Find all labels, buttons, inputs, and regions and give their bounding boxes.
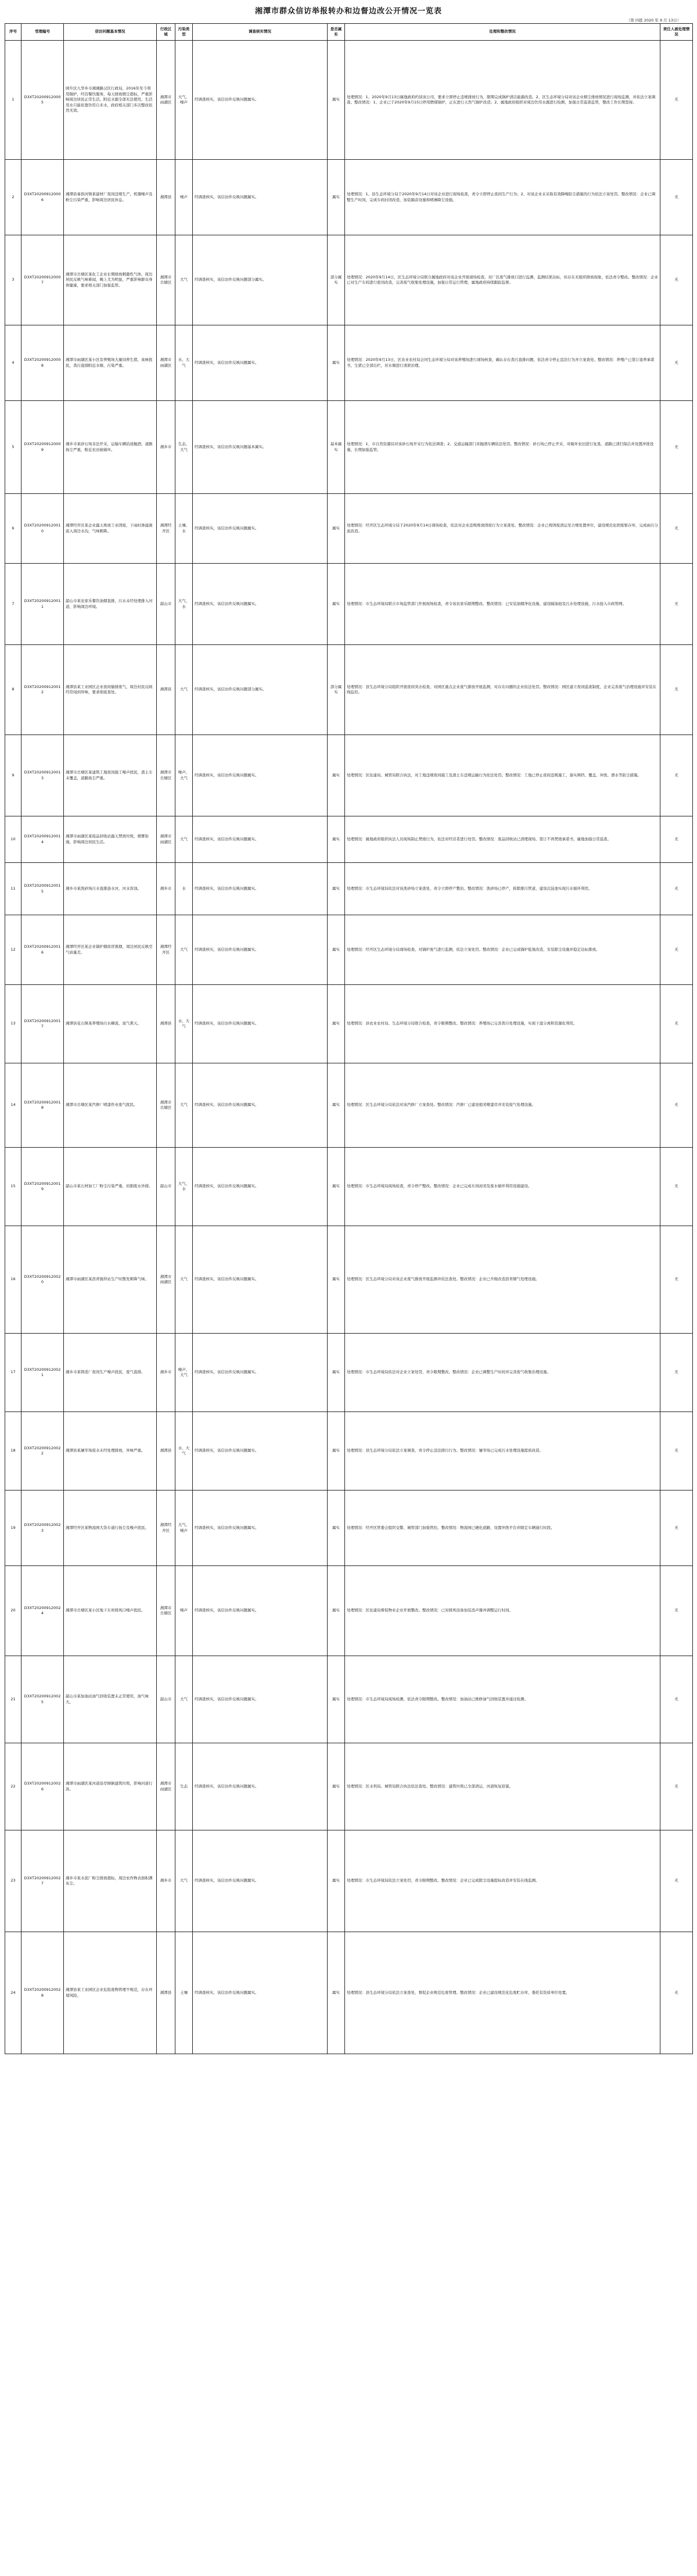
row-type: 土壤、水 [175, 494, 193, 564]
row-number: 1 [5, 41, 21, 160]
row-verify: 经调查核实，该信访件反映问题属实。 [193, 1334, 328, 1412]
row-type: 噪声 [175, 160, 193, 235]
row-number: 15 [5, 1148, 21, 1226]
row-id: D3XT202009120012 [21, 645, 64, 735]
row-type: 大气、水 [175, 1148, 193, 1226]
row-type: 噪声、大气 [175, 735, 193, 816]
row-number: 18 [5, 1412, 21, 1491]
row-number: 19 [5, 1491, 21, 1566]
table-row [5, 1334, 693, 1412]
row-district: 湘潭市雨湖区 [157, 325, 175, 401]
row-type: 大气 [175, 1226, 193, 1334]
row-number: 10 [5, 816, 21, 863]
row-person: 无 [660, 1566, 693, 1656]
row-number: 13 [5, 985, 21, 1063]
row-number: 12 [5, 915, 21, 985]
table-header-row [5, 24, 693, 41]
row-district: 湘潭县 [157, 160, 175, 235]
row-measure: 处理情况：属地政府组织执法人员现场制止焚烧行为，依法对经营者进行处罚。整改情况：废品回收站已清理现场，签订不再焚烧承诺书，属地加强日常巡查。 [345, 816, 660, 863]
row-verify: 经调查核实，该信访件反映问题属实。 [193, 863, 328, 915]
row-verify: 经调查核实，该信访件反映问题属实。 [193, 41, 328, 160]
row-person: 无 [660, 1334, 693, 1412]
row-number: 21 [5, 1656, 21, 1743]
row-person: 无 [660, 915, 693, 985]
row-person: 无 [660, 401, 693, 494]
row-id: D3XT202009120027 [21, 1830, 64, 1932]
row-district: 湘潭市岳塘区 [157, 735, 175, 816]
row-real: 属实 [328, 1566, 345, 1656]
row-type: 大气、噪声 [175, 41, 193, 160]
row-type: 水、大气 [175, 985, 193, 1063]
row-type: 大气、噪声 [175, 1491, 193, 1566]
row-person: 无 [660, 1932, 693, 2054]
row-verify: 经调查核实，该信访件反映问题属实。 [193, 985, 328, 1063]
row-type: 大气 [175, 645, 193, 735]
row-id: D3XT202009120028 [21, 1932, 64, 2054]
table-row [5, 41, 693, 160]
row-district: 湘潭市雨湖区 [157, 41, 175, 160]
header-verify: 调查核实情况 [193, 24, 328, 41]
row-measure: 处理情况：区水利局、城管局联合执法依法查处。整改情况：建筑垃圾已全部清运，河道恢复原貌。 [345, 1743, 660, 1830]
row-real: 属实 [328, 494, 345, 564]
row-real: 属实 [328, 863, 345, 915]
header-person: 责任人被处理情况 [660, 24, 693, 41]
row-number: 4 [5, 325, 21, 401]
row-real: 基本属实 [328, 401, 345, 494]
row-person: 无 [660, 41, 693, 160]
row-verify: 经调查核实，该信访件反映问题属实。 [193, 1226, 328, 1334]
row-person: 无 [660, 1491, 693, 1566]
row-district: 湘潭市雨湖区 [157, 1226, 175, 1334]
row-measure: 处理情况：区住建局、城管局联合执法，对工地违规夜间施工及渣土车违规运输行为依法处罚。整改情况：工地已停止夜间违规施工，落实围挡、覆盖、冲洗、洒水等防尘措施。 [345, 735, 660, 816]
row-person: 无 [660, 645, 693, 735]
row-district: 湘潭县 [157, 1932, 175, 2054]
row-real: 属实 [328, 1932, 345, 2054]
table-row [5, 1063, 693, 1148]
row-real: 部分属实 [328, 235, 345, 325]
row-id: D3XT202009120009 [21, 401, 64, 494]
row-id: D3XT202009120026 [21, 1743, 64, 1830]
row-type: 大气 [175, 235, 193, 325]
table-row [5, 915, 693, 985]
row-measure: 处理情况：区生态环境分局依法对该汽修厂立案查处。整改情况：汽修厂已建设密闭喷漆房并安装废气处理设施。 [345, 1063, 660, 1148]
row-id: D3XT202009120013 [21, 735, 64, 816]
row-real: 属实 [328, 816, 345, 863]
row-measure: 处理情况：县农业农村局、生态环境分局联合检查，责令限期整改。整改情况：养殖场已完善粪污处理设施，实现干湿分离和资源化利用。 [345, 985, 660, 1063]
row-type: 水、大气 [175, 1412, 193, 1491]
row-measure: 处理情况：市生态环境局依法对企业立案处罚，责令限期整改。整改情况：企业已调整生产时间并完善废气收集治理设施。 [345, 1334, 660, 1412]
row-real: 属实 [328, 1830, 345, 1932]
row-person: 无 [660, 1743, 693, 1830]
complaint-table [5, 23, 693, 2054]
row-content: 湘潭市岳塘区某建筑工地夜间施工噪声扰民，渣土车未覆盖，道路扬尘严重。 [64, 735, 157, 816]
row-district: 韶山市 [157, 564, 175, 645]
row-real: 属实 [328, 41, 345, 160]
row-verify: 经调查核实，该信访件反映问题属实。 [193, 816, 328, 863]
table-row [5, 735, 693, 816]
row-district: 湘潭市岳塘区 [157, 235, 175, 325]
row-verify: 经调查核实，该信访件反映问题属实。 [193, 1491, 328, 1566]
row-verify: 经调查核实，该信访件反映问题属实。 [193, 735, 328, 816]
row-number: 16 [5, 1226, 21, 1334]
table-row [5, 1932, 693, 2054]
row-measure: 处理情况：2020年9月13日，区农业农村局会同生态环境分局对该养殖场进行现场核查，确认存在粪污直排问题，依法责令停止违法行为并立案查处。整改情况：养殖户已签订退养承诺书，生猪已全部出栏，对水塘进行清淤治理。 [345, 325, 660, 401]
row-measure: 处理情况：市生态环境局联合市场监管部门开展现场检查，责令该农家乐限期整改。整改情况：已安装油烟净化设施，建设隔油池及污水处理设施，污水接入市政管网。 [345, 564, 660, 645]
row-content: 湘潭市雨湖区某沥青搅拌站生产时散发刺鼻气味。 [64, 1226, 157, 1334]
row-id: D3XT202009120017 [21, 985, 64, 1063]
row-content: 韶山市某加油站油气回收装置未正常使用，油气味大。 [64, 1656, 157, 1743]
row-type: 噪声、大气 [175, 1334, 193, 1412]
row-measure: 处理情况：1、县生态环境分局于2020年9月14日对该企业进行现场检查，责令立即停止夜间生产行为；2、对该企业未采取有效降噪防尘措施的行为依法立案处罚。整改情况：企业已调整生产时间，完成车间封闭改造，加装隔音设施和喷淋降尘设施。 [345, 160, 660, 235]
row-number: 3 [5, 235, 21, 325]
row-number: 17 [5, 1334, 21, 1412]
row-content: 湘潭市雨湖区某河道沿岸倾倒建筑垃圾，影响河道行洪。 [64, 1743, 157, 1830]
row-person: 无 [660, 1063, 693, 1148]
table-row [5, 1656, 693, 1743]
row-content: 湘潭市雨湖区某废品回收站露天焚烧垃圾，烟雾弥漫，影响周边居民生活。 [64, 816, 157, 863]
table-row [5, 1148, 693, 1226]
row-district: 湘潭市岳塘区 [157, 1566, 175, 1656]
row-measure: 处理情况：1、2020年9月13日属地政府约谈该公司，要求立即停止违规排放行为，限期完成锅炉清洁能源改造。2、区生态环境分局对该企业烟尘排放情况进行现场监测，并依法立案调查。整改情况：1、企业已于2020年9月15日停用燃煤锅炉，正在进行天然气锅炉改造；2、属地政府组织对周边饮用水源进行检测，加强日常巡查监管，整改工作长期坚持。 [345, 41, 660, 160]
row-id: D3XT202009120018 [21, 1063, 64, 1148]
row-type: 大气 [175, 1656, 193, 1743]
row-verify: 经调查核实，该信访件反映问题属实。 [193, 1148, 328, 1226]
row-person: 无 [660, 1412, 693, 1491]
row-content: 湘乡市某铸造厂夜间生产噪声扰民，废气直排。 [64, 1334, 157, 1412]
row-number: 20 [5, 1566, 21, 1656]
row-content: 湘乡市某砂石场非法开采，运输车辆沿途抛洒，道路扬尘严重，附近农田被破坏。 [64, 401, 157, 494]
row-content: 湘潭经开区某企业锅炉烟囱冒黑烟，周边居民反映空气质量差。 [64, 915, 157, 985]
row-content: 园升区九华乡市湘湘路汉区行政局，2016年至今利用锅炉，经营餐饮服务，每天排放烟尘超标，严重影响周边居民正常生活。附近水源全部无法使用，生活用水只能依靠饮用自来水，政府相关部门多次整改依然无效。 [64, 41, 157, 160]
table-row [5, 401, 693, 494]
row-person: 无 [660, 863, 693, 915]
row-person: 无 [660, 564, 693, 645]
row-measure: 处理情况：经开区生态环境分局于2020年9月14日现场检查，依法对企业违规堆放固废行为立案查处。整改情况：企业已将固废清运至合规处置单位，建设规范化固废暂存库，完成雨污分流改造。 [345, 494, 660, 564]
table-row [5, 985, 693, 1063]
header-district: 行政区域 [157, 24, 175, 41]
table-row [5, 235, 693, 325]
row-verify: 经调查核实，该信访件反映问题属实。 [193, 1743, 328, 1830]
row-number: 9 [5, 735, 21, 816]
table-row [5, 1830, 693, 1932]
row-person: 无 [660, 1148, 693, 1226]
row-measure: 处理情况：县生态环境分局依法立案查处，督促企业规范危废管理。整改情况：企业已建设规范化危废贮存库，委托有资质单位处置。 [345, 1932, 660, 2054]
row-id: D3XT202009120007 [21, 235, 64, 325]
row-measure: 处理情况：县生态环境分局组织开展夜间突击检查，对园区重点企业废气排放开展监测，对存在问题的企业依法处罚。整改情况：园区建立夜间巡查制度，企业完善废气治理设施并安装在线监控。 [345, 645, 660, 735]
table-row [5, 160, 693, 235]
row-content: 湘潭县易俗河镇某建材厂夜间违规生产，机器噪声及粉尘污染严重，影响周边居民休息。 [64, 160, 157, 235]
row-id: D3XT202009120015 [21, 863, 64, 915]
row-real: 属实 [328, 1226, 345, 1334]
row-verify: 经调查核实，该信访件反映问题属实。 [193, 1412, 328, 1491]
row-content: 湘潭县某屠宰场废水未经处理排放，异味严重。 [64, 1412, 157, 1491]
row-number: 23 [5, 1830, 21, 1932]
row-id: D3XT202009120008 [21, 325, 64, 401]
row-number: 22 [5, 1743, 21, 1830]
row-content: 韶山市某石材加工厂粉尘污染严重，切割废水外排。 [64, 1148, 157, 1226]
row-person: 无 [660, 160, 693, 235]
row-measure: 处理情况：市生态环境局依法立案处罚，责令限期整改。整改情况：企业已完成除尘设施提标改造并安装在线监测。 [345, 1830, 660, 1932]
table-row [5, 1226, 693, 1334]
row-person: 无 [660, 1830, 693, 1932]
table-row [5, 1566, 693, 1656]
row-real: 属实 [328, 1063, 345, 1148]
table-row [5, 816, 693, 863]
row-id: D3XT202009120022 [21, 1412, 64, 1491]
row-id: D3XT202009120011 [21, 564, 64, 645]
row-verify: 经调查核实，该信访件反映问题属实。 [193, 564, 328, 645]
row-number: 6 [5, 494, 21, 564]
table-row [5, 1743, 693, 1830]
row-id: D3XT202009120005 [21, 41, 64, 160]
row-content: 湘潭市岳塘区某汽修厂喷漆作业废气扰民。 [64, 1063, 157, 1148]
table-row [5, 1491, 693, 1566]
row-verify: 经调查核实，该信访件反映问题属实。 [193, 1566, 328, 1656]
row-verify: 经调查核实，该信访件反映问题基本属实。 [193, 401, 328, 494]
row-type: 水、大气 [175, 325, 193, 401]
row-district: 韶山市 [157, 1148, 175, 1226]
row-id: D3XT202009120021 [21, 1334, 64, 1412]
row-verify: 经调查核实，该信访件反映问题属实。 [193, 1830, 328, 1932]
table-row [5, 325, 693, 401]
document-title: 湘潭市群众信访举报转办和边督边改公开情况一览表 [254, 7, 442, 16]
row-verify: 经调查核实，该信访件反映问题属实。 [193, 1656, 328, 1743]
row-verify: 经调查核实，该信访件反映问题部分属实。 [193, 235, 328, 325]
row-person: 无 [660, 1656, 693, 1743]
row-content: 湘潭经开区某物流园大货车通行扬尘及噪声扰民。 [64, 1491, 157, 1566]
row-verify: 经调查核实，该信访件反映问题部分属实。 [193, 645, 328, 735]
row-real: 属实 [328, 1491, 345, 1566]
row-content: 韶山市某农家乐餐饮油烟直排，污水未经处理排入河道，影响周边环境。 [64, 564, 157, 645]
row-number: 24 [5, 1932, 21, 2054]
row-district: 湘乡市 [157, 1334, 175, 1412]
row-district: 韶山市 [157, 1656, 175, 1743]
row-real: 部分属实 [328, 645, 345, 735]
row-measure: 处理情况：2020年9月14日，区生态环境分局联合属地政府对该企业开展现场检查，对厂区废气排放口进行监测，监测结果达标，但存在无组织排放现象，依法责令整改。整改情况：企业已对生产车间进行密闭改造，完善废气收集处理设施，加强日常运行管理，属地政府持续跟踪监督。 [345, 235, 660, 325]
header-real: 是否属实 [328, 24, 345, 41]
row-id: D3XT202009120016 [21, 915, 64, 985]
row-real: 属实 [328, 160, 345, 235]
row-person: 无 [660, 816, 693, 863]
row-id: D3XT202009120023 [21, 1491, 64, 1566]
row-number: 7 [5, 564, 21, 645]
row-measure: 处理情况：市生态环境局现场检测，依法责令限期整改。整改情况：加油站已维修油气回收装置并通过检测。 [345, 1656, 660, 1743]
row-real: 属实 [328, 564, 345, 645]
header-type: 污染类型 [175, 24, 193, 41]
row-content: 湘潭县某工业园区企业夜间偷排废气，周边村民反映经常闻到异味，要求彻底查处。 [64, 645, 157, 735]
row-content: 湘潭市雨湖区某小区旁养殖场大量饲养生猪，臭味扰民，粪污直排附近水塘，污染严重。 [64, 325, 157, 401]
row-verify: 经调查核实，该信访件反映问题属实。 [193, 1063, 328, 1148]
row-measure: 处理情况：县生态环境分局依法立案调查，责令停止违法排污行为。整改情况：屠宰场已完成污水处理设施提质改造。 [345, 1412, 660, 1491]
row-type: 大气 [175, 1063, 193, 1148]
row-district: 湘潭市岳塘区 [157, 1063, 175, 1148]
row-district: 湘潭县 [157, 985, 175, 1063]
row-measure: 处理情况：经开区管委会组织交警、城管部门加强管控。整改情况：物流园已硬化道路，设置冲洗平台并限定车辆通行时段。 [345, 1491, 660, 1566]
row-real: 属实 [328, 1743, 345, 1830]
row-district: 湘乡市 [157, 863, 175, 915]
row-person: 无 [660, 735, 693, 816]
row-content: 湘乡市某水泥厂粉尘排放超标，周边农作物表面积满灰尘。 [64, 1830, 157, 1932]
row-type: 生态 [175, 1743, 193, 1830]
row-real: 属实 [328, 915, 345, 985]
row-id: D3XT202009120006 [21, 160, 64, 235]
row-real: 属实 [328, 325, 345, 401]
row-id: D3XT202009120024 [21, 1566, 64, 1656]
row-real: 属实 [328, 1656, 345, 1743]
row-verify: 经调查核实，该信访件反映问题属实。 [193, 325, 328, 401]
row-verify: 经调查核实，该信访件反映问题属实。 [193, 915, 328, 985]
row-measure: 处理情况：区生态环境分局对该企业废气排放开展监测并依法查处。整改情况：企业已升级改造沥青烟气处理设施。 [345, 1226, 660, 1334]
row-id: D3XT202009120014 [21, 816, 64, 863]
row-type: 大气、水 [175, 564, 193, 645]
row-content: 湘潭县花石镇某养殖场污水横流，臭气熏天。 [64, 985, 157, 1063]
row-measure: 处理情况：经开区生态环境分局现场检查，对锅炉废气进行监测，依法立案处罚。整改情况：企业已完成锅炉低氮改造，安装除尘设施并稳定达标排放。 [345, 915, 660, 985]
row-verify: 经调查核实，该信访件反映问题属实。 [193, 1932, 328, 2054]
row-person: 无 [660, 325, 693, 401]
row-content: 湘潭县某工业园区企业危险废物管理不规范，存在环境风险。 [64, 1932, 157, 2054]
row-person: 无 [660, 985, 693, 1063]
row-verify: 经调查核实，该信访件反映问题属实。 [193, 494, 328, 564]
row-person: 无 [660, 494, 693, 564]
row-real: 属实 [328, 985, 345, 1063]
row-measure: 处理情况：市生态环境局依法对该洗砂场立案查处，责令立即停产整治。整改情况：洗砂场已停产，拆除排污管道，建设沉淀池实现污水循环利用。 [345, 863, 660, 915]
row-district: 湘潭市雨湖区 [157, 1743, 175, 1830]
row-number: 14 [5, 1063, 21, 1148]
row-type: 水 [175, 863, 193, 915]
row-type: 大气 [175, 816, 193, 863]
row-district: 湘乡市 [157, 1830, 175, 1932]
row-real: 属实 [328, 1334, 345, 1412]
row-district: 湘潭经开区 [157, 494, 175, 564]
row-real: 属实 [328, 735, 345, 816]
row-district: 湘乡市 [157, 401, 175, 494]
row-content: 湘潭市岳塘区某小区地下车库排风口噪声扰民。 [64, 1566, 157, 1656]
table-row [5, 863, 693, 915]
table-row [5, 494, 693, 564]
row-number: 8 [5, 645, 21, 735]
header-measure: 处理和整改情况 [345, 24, 660, 41]
row-number: 2 [5, 160, 21, 235]
row-number: 11 [5, 863, 21, 915]
header-content: 信访问题基本情况 [64, 24, 157, 41]
table-row [5, 1412, 693, 1491]
row-type: 生态、大气 [175, 401, 193, 494]
row-verify: 经调查核实，该信访件反映问题属实。 [193, 160, 328, 235]
row-type: 土壤 [175, 1932, 193, 2054]
row-content: 湘潭经开区某企业露天堆放工业固废，下雨时渗滤液流入周边水沟，气味刺鼻。 [64, 494, 157, 564]
row-content: 湘潭市岳塘区某化工企业长期排放刺激性气体，周边居民反映气味难闻，晚上尤为明显，严重影响群众身体健康，要求相关部门加强监管。 [64, 235, 157, 325]
row-person: 无 [660, 235, 693, 325]
row-id: D3XT202009120019 [21, 1148, 64, 1226]
row-id: D3XT202009120020 [21, 1226, 64, 1334]
row-measure: 处理情况：市生态环境局现场检查，责令停产整改。整改情况：企业已完成车间封闭及废水循环利用设施建设。 [345, 1148, 660, 1226]
row-district: 湘潭县 [157, 1412, 175, 1491]
row-district: 湘潭市雨湖区 [157, 816, 175, 863]
header-id: 受理编号 [21, 24, 64, 41]
row-type: 大气 [175, 915, 193, 985]
row-type: 大气 [175, 1830, 193, 1932]
table-row [5, 564, 693, 645]
row-measure: 处理情况：区住建局督促物业企业开展整改。整改情况：已对排风设备加装消声器并调整运行时间。 [345, 1566, 660, 1656]
row-id: D3XT202009120010 [21, 494, 64, 564]
row-number: 5 [5, 401, 21, 494]
row-district: 湘潭经开区 [157, 1491, 175, 1566]
row-measure: 处理情况：1、市自然资源局对该砂石场开采行为依法调查；2、交通运输部门对抛洒车辆依法处罚。整改情况：砂石场已停止开采，对破坏农田进行复垦，道路已清扫保洁并设置冲洗设施，长期加强监管。 [345, 401, 660, 494]
row-district: 湘潭经开区 [157, 915, 175, 985]
row-real: 属实 [328, 1412, 345, 1491]
row-id: D3XT202009120025 [21, 1656, 64, 1743]
document-batch-date: （第 四批 2020 年 9 月 13日） [626, 18, 681, 23]
row-real: 属实 [328, 1148, 345, 1226]
table-row [5, 645, 693, 735]
row-type: 噪声 [175, 1566, 193, 1656]
row-district: 湘潭县 [157, 645, 175, 735]
row-content: 湘乡市某洗砂场污水直排涟水河，河水浑浊。 [64, 863, 157, 915]
row-person: 无 [660, 1226, 693, 1334]
header-no: 序号 [5, 24, 21, 41]
